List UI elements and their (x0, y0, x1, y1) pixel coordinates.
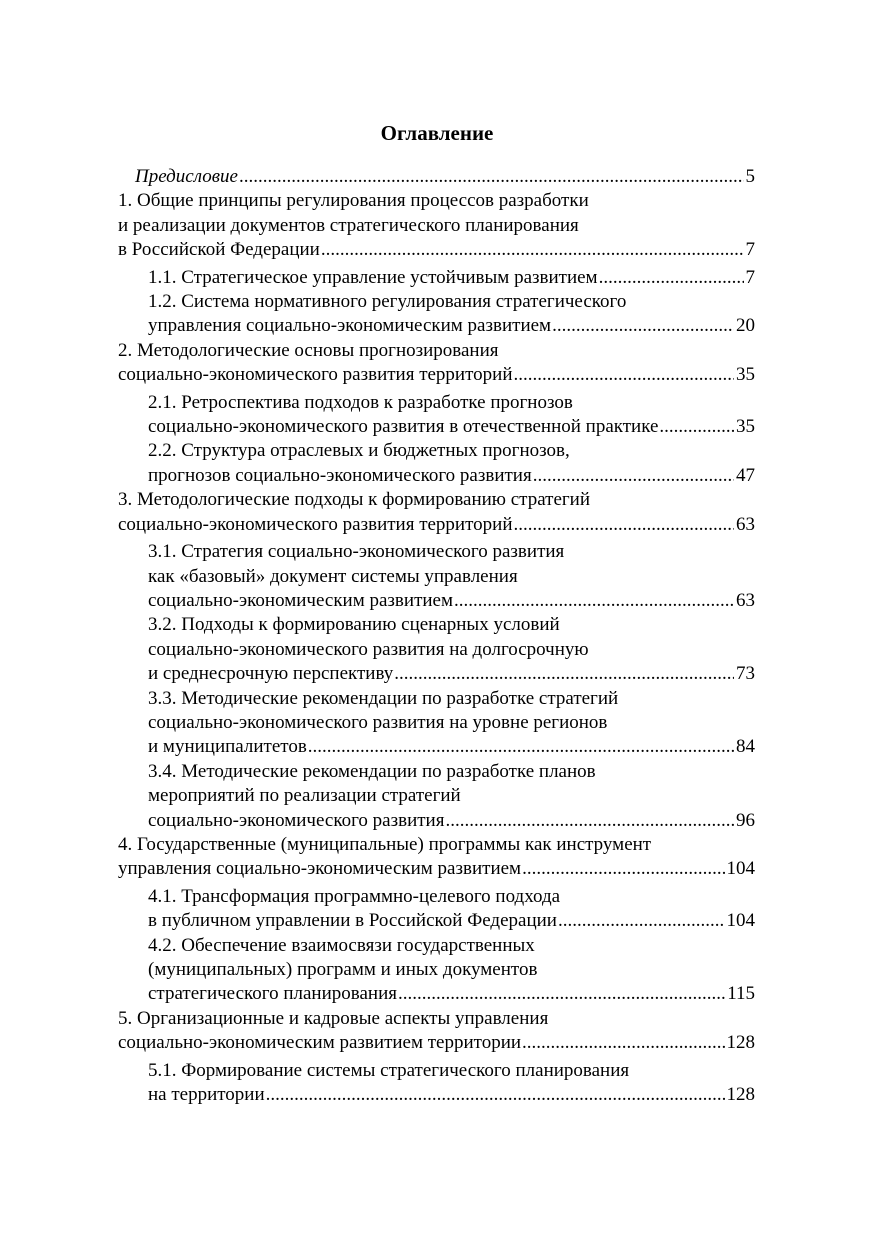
toc-entry-text: 4. Государственные (муниципальные) программы как инструмент (118, 833, 652, 855)
toc-leader-dots (239, 165, 744, 189)
toc-entry-text: мероприятий по реализации стратегий (148, 785, 461, 807)
toc-entry-text: и среднесрочную перспективу (148, 663, 394, 685)
toc-page-number: 63 (736, 513, 755, 535)
toc-section[interactable] (118, 439, 755, 488)
toc-leader-dots (514, 513, 735, 537)
toc-section[interactable] (118, 540, 755, 613)
toc-page-number: 84 (736, 736, 755, 758)
toc-page-number: 104 (726, 910, 755, 932)
toc-entry-text: социально-экономического развития территорий (118, 364, 513, 386)
toc-section[interactable] (118, 290, 755, 339)
toc-page-number: 73 (736, 663, 755, 685)
toc-leader-dots (445, 809, 734, 833)
toc-entry-text: социально-экономического развития на долгосрочную (148, 638, 589, 660)
toc-section[interactable] (118, 687, 755, 760)
toc-entry-text: социально-экономического развития на уровне регионов (148, 711, 608, 733)
toc-entry-text: социально-экономического развития территорий (118, 513, 513, 535)
toc-page-number: 128 (726, 1032, 755, 1054)
toc-page-number: 35 (736, 364, 755, 386)
toc-leader-dots (266, 1083, 725, 1107)
toc-entry-text: 1.1. Стратегическое управление устойчивым развитием (148, 266, 598, 288)
toc-entry-text: стратегического планирования (148, 983, 397, 1005)
toc-section[interactable] (118, 391, 755, 440)
toc-entry-text: 3.3. Методические рекомендации по разработке стратегий (148, 687, 619, 709)
toc-leader-dots (552, 314, 734, 338)
toc-entry-text: социально-экономического развития в отечественной практике (148, 416, 659, 438)
toc-entry-text: как «базовый» документ системы управления (148, 565, 518, 587)
toc-entry-text: 3.4. Методические рекомендации по разработке планов (148, 760, 596, 782)
toc-page-number: 128 (726, 1084, 755, 1106)
toc-page-number: 5 (745, 166, 755, 187)
toc-page-number: 7 (745, 239, 755, 261)
toc-page-number: 96 (736, 809, 755, 831)
toc-leader-dots (599, 266, 744, 290)
toc-leader-dots (514, 363, 735, 387)
toc-leader-dots (522, 857, 724, 881)
toc-page-number: 47 (736, 464, 755, 486)
toc-entry-text: и муниципалитетов (148, 736, 307, 758)
toc-entry-text: 3. Методологические подходы к формированию стратегий (118, 489, 591, 511)
toc-entry-text: 5. Организационные и кадровые аспекты управления (118, 1007, 549, 1029)
toc-section[interactable] (118, 760, 755, 833)
toc-leader-dots (558, 909, 725, 933)
toc-entry-text: управления социально-экономическим развитием (118, 858, 522, 880)
toc-entry-text: 3.2. Подходы к формированию сценарных условий (148, 614, 560, 636)
toc-section[interactable] (118, 885, 755, 934)
toc-leader-dots (321, 238, 744, 262)
toc-leader-dots (308, 735, 734, 759)
toc-entry-text: 2. Методологические основы прогнозирования (118, 339, 499, 361)
toc-chapter[interactable] (118, 339, 755, 388)
toc-section[interactable] (118, 1059, 755, 1108)
toc-chapter[interactable] (118, 488, 755, 537)
toc-entry-text: 3.1. Стратегия социально-экономического развития (148, 541, 565, 563)
toc-entry-text: в публичном управлении в Российской Федерации (148, 910, 557, 932)
toc-entry-text: Предисловие (135, 166, 238, 187)
toc-chapter[interactable] (118, 189, 755, 262)
toc-page-number: 20 (736, 315, 755, 337)
toc-page-number: 63 (736, 589, 755, 611)
toc-entry-text: управления социально-экономическим развитием (148, 315, 552, 337)
toc-preface[interactable] (118, 165, 755, 189)
toc-entry-text: социально-экономическим развитием (148, 589, 454, 611)
toc-page-number: 104 (726, 858, 755, 880)
toc-entry-text: 5.1. Формирование системы стратегического планирования (148, 1059, 630, 1081)
toc-page-number: 7 (745, 266, 755, 288)
toc-entry-text: (муниципальных) программ и иных документов (148, 959, 538, 980)
toc-leader-dots (394, 662, 734, 686)
toc-leader-dots (533, 464, 734, 488)
toc-leader-dots (398, 982, 725, 1006)
toc-entry-text: на территории (148, 1084, 265, 1106)
toc-entry-text: и реализации документов стратегического планирования (118, 214, 579, 236)
toc-page-number: 35 (736, 416, 755, 438)
toc-section[interactable] (118, 266, 755, 290)
toc-section[interactable] (118, 613, 755, 686)
toc-entry-text: 1.2. Система нормативного регулирования стратегического (148, 291, 627, 313)
toc-entry-text: 2.2. Структура отраслевых и бюджетных прогнозов, (148, 440, 570, 462)
toc-section[interactable] (118, 934, 755, 1007)
toc-chapter[interactable] (118, 1007, 755, 1056)
toc-leader-dots (454, 589, 734, 613)
toc-leader-dots (659, 415, 734, 439)
page-title: Оглавление (380, 121, 494, 145)
toc-entry-text: 4.1. Трансформация программно-целевого подхода (148, 885, 561, 907)
toc-entry-text: прогнозов социально-экономического развития (148, 464, 532, 486)
toc-entry-text: 1. Общие принципы регулирования процессов разработки (118, 190, 589, 212)
toc-entry-text: в Российской Федерации (118, 239, 320, 261)
toc-chapter[interactable] (118, 833, 755, 882)
toc-leader-dots (522, 1031, 724, 1055)
table-of-contents (118, 165, 755, 1107)
toc-page-number: 115 (727, 983, 755, 1005)
toc-entry-text: социально-экономического развития (148, 809, 445, 831)
toc-entry-text: 4.2. Обеспечение взаимосвязи государственных (148, 934, 535, 956)
toc-entry-text: 2.1. Ретроспектива подходов к разработке прогнозов (148, 391, 573, 413)
toc-entry-text: социально-экономическим развитием территории (118, 1032, 522, 1054)
